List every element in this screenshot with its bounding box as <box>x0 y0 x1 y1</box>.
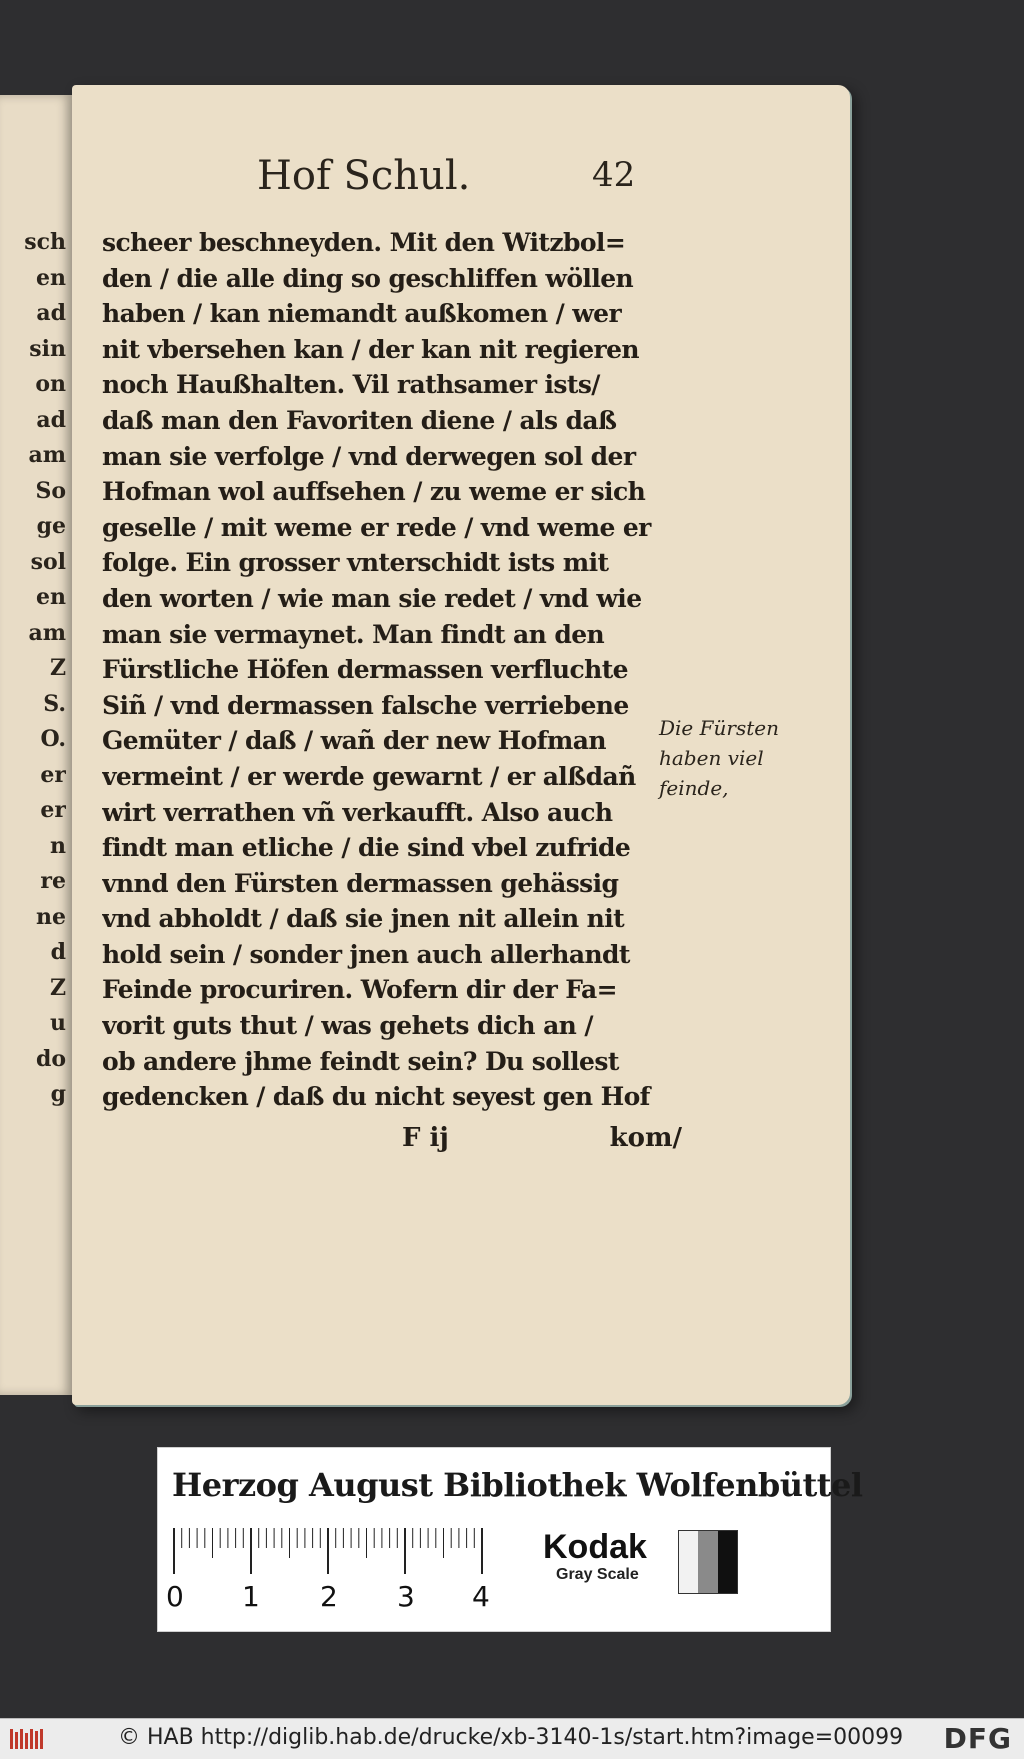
hab-logo-icon <box>8 1727 48 1751</box>
gray-scale-swatches <box>678 1530 738 1594</box>
text-line: scheer beschneyden. Mit den Witzbol= <box>102 228 626 257</box>
dfg-logo: DFG <box>943 1722 1012 1755</box>
edge-glyph: Z <box>49 655 66 681</box>
edge-glyph: sin <box>29 335 66 362</box>
edge-glyph: u <box>50 1010 66 1036</box>
left-facing-page <box>0 95 72 1395</box>
book-page <box>72 85 850 1405</box>
ruler-number: 1 <box>242 1580 260 1613</box>
footer-bar <box>0 1718 1024 1759</box>
ruler-scale <box>166 1528 517 1618</box>
catchword: kom/ <box>609 1123 682 1153</box>
gray-scale-label: Gray Scale <box>556 1566 639 1583</box>
text-line: den / die alle ding so geschliffen wöllen <box>102 263 634 293</box>
edge-glyph: sol <box>30 548 66 575</box>
marginal-note <box>659 713 809 803</box>
edge-glyph: en <box>36 264 66 291</box>
ruler-number: 0 <box>166 1580 184 1613</box>
edge-glyph: ad <box>36 300 66 326</box>
text-line: Fürstliche Höfen dermassen verfluchte <box>102 655 628 685</box>
text-line: noch Haußhalten. Vil rathsamer ists/ <box>102 370 600 400</box>
text-line: hold sein / sonder jnen auch allerhandt <box>102 939 630 969</box>
text-line: daß man den Favoriten diene / als daß <box>102 405 617 435</box>
text-line: Gemüter / daß / wañ der new Hofman <box>102 726 606 756</box>
text-line: folge. Ein grosser vnterschidt ists mit <box>102 548 609 578</box>
text-line: nit vbersehen kan / der kan nit regieren <box>102 334 639 364</box>
gray-swatch <box>698 1531 717 1593</box>
edge-glyph: S. <box>43 690 66 717</box>
edge-glyph: am <box>28 442 66 468</box>
body-text <box>102 225 672 1115</box>
text-line: wirt verrathen vñ verkaufft. Also auch <box>102 797 613 827</box>
marginal-note-line: haben viel <box>659 746 764 770</box>
signature-mark: F ij <box>402 1123 449 1153</box>
text-line: vorit guts thut / was gehets dich an / <box>102 1011 593 1041</box>
text-line: den worten / wie man sie redet / vnd wie <box>102 583 642 613</box>
gray-swatch <box>679 1531 698 1593</box>
source-url: © HAB http://diglib.hab.de/drucke/xb-3140-1s/start.htm?image=00099 <box>118 1725 904 1750</box>
text-line: Siñ / vnd dermassen falsche verriebene <box>102 690 629 720</box>
gray-swatch <box>718 1531 737 1593</box>
text-line: vnnd den Fürsten dermassen gehässig <box>102 868 619 898</box>
edge-glyph: g <box>50 1081 66 1107</box>
text-line: vermeint / er werde gewarnt / er alßdañ <box>102 761 636 791</box>
edge-glyph: ne <box>36 903 66 930</box>
running-head: Hof Schul. <box>257 153 471 199</box>
edge-glyph: O. <box>40 726 66 752</box>
edge-glyph: n <box>50 832 66 859</box>
text-line: Feinde procuriren. Wofern dir der Fa= <box>102 975 617 1005</box>
edge-glyph: er <box>40 761 66 788</box>
ruler-number: 3 <box>397 1580 415 1613</box>
text-line: haben / kan niemandt außkomen / wer <box>102 299 622 329</box>
marginal-note-line: feinde, <box>659 776 729 800</box>
text-line: man sie vermaynet. Man findt an den <box>102 619 605 649</box>
edge-glyph: on <box>35 371 66 397</box>
edge-glyph: ge <box>36 513 66 539</box>
text-line: man sie verfolge / vnd derwegen sol der <box>102 441 636 471</box>
edge-glyph: re <box>40 868 66 894</box>
text-line: ob andere jhme feindt sein? Du sollest <box>102 1046 619 1076</box>
color-calibration-card <box>157 1447 863 1632</box>
ruler-ticks <box>172 1528 517 1578</box>
edge-glyph: ad <box>36 406 66 433</box>
left-page-edge-text <box>4 225 66 1113</box>
ruler-number: 2 <box>320 1580 338 1613</box>
text-line: gedencken / daß du nicht seyest gen Hof <box>102 1082 650 1112</box>
library-name: Herzog August Bibliothek Wolfenbüttel <box>172 1466 863 1504</box>
kodak-logo: Kodak <box>543 1528 647 1566</box>
edge-glyph: d <box>50 939 66 965</box>
edge-glyph: do <box>35 1045 66 1072</box>
edge-glyph: er <box>40 797 66 823</box>
marginal-note-line: Die Fürsten <box>659 716 779 740</box>
edge-glyph: Z <box>49 974 66 1001</box>
edge-glyph: sch <box>24 229 66 255</box>
text-line: vnd abholdt / daß sie jnen nit allein nit <box>102 904 625 934</box>
ruler-number: 4 <box>472 1580 490 1613</box>
text-line: findt man etliche / die sind vbel zufride <box>102 833 631 863</box>
text-line: geselle / mit weme er rede / vnd weme er <box>102 512 651 542</box>
edge-glyph: am <box>28 619 66 646</box>
folio-number: 42 <box>592 155 636 195</box>
edge-glyph: en <box>36 584 66 610</box>
edge-glyph: So <box>35 477 66 504</box>
text-line: Hofman wol auffsehen / zu weme er sich <box>102 477 646 507</box>
